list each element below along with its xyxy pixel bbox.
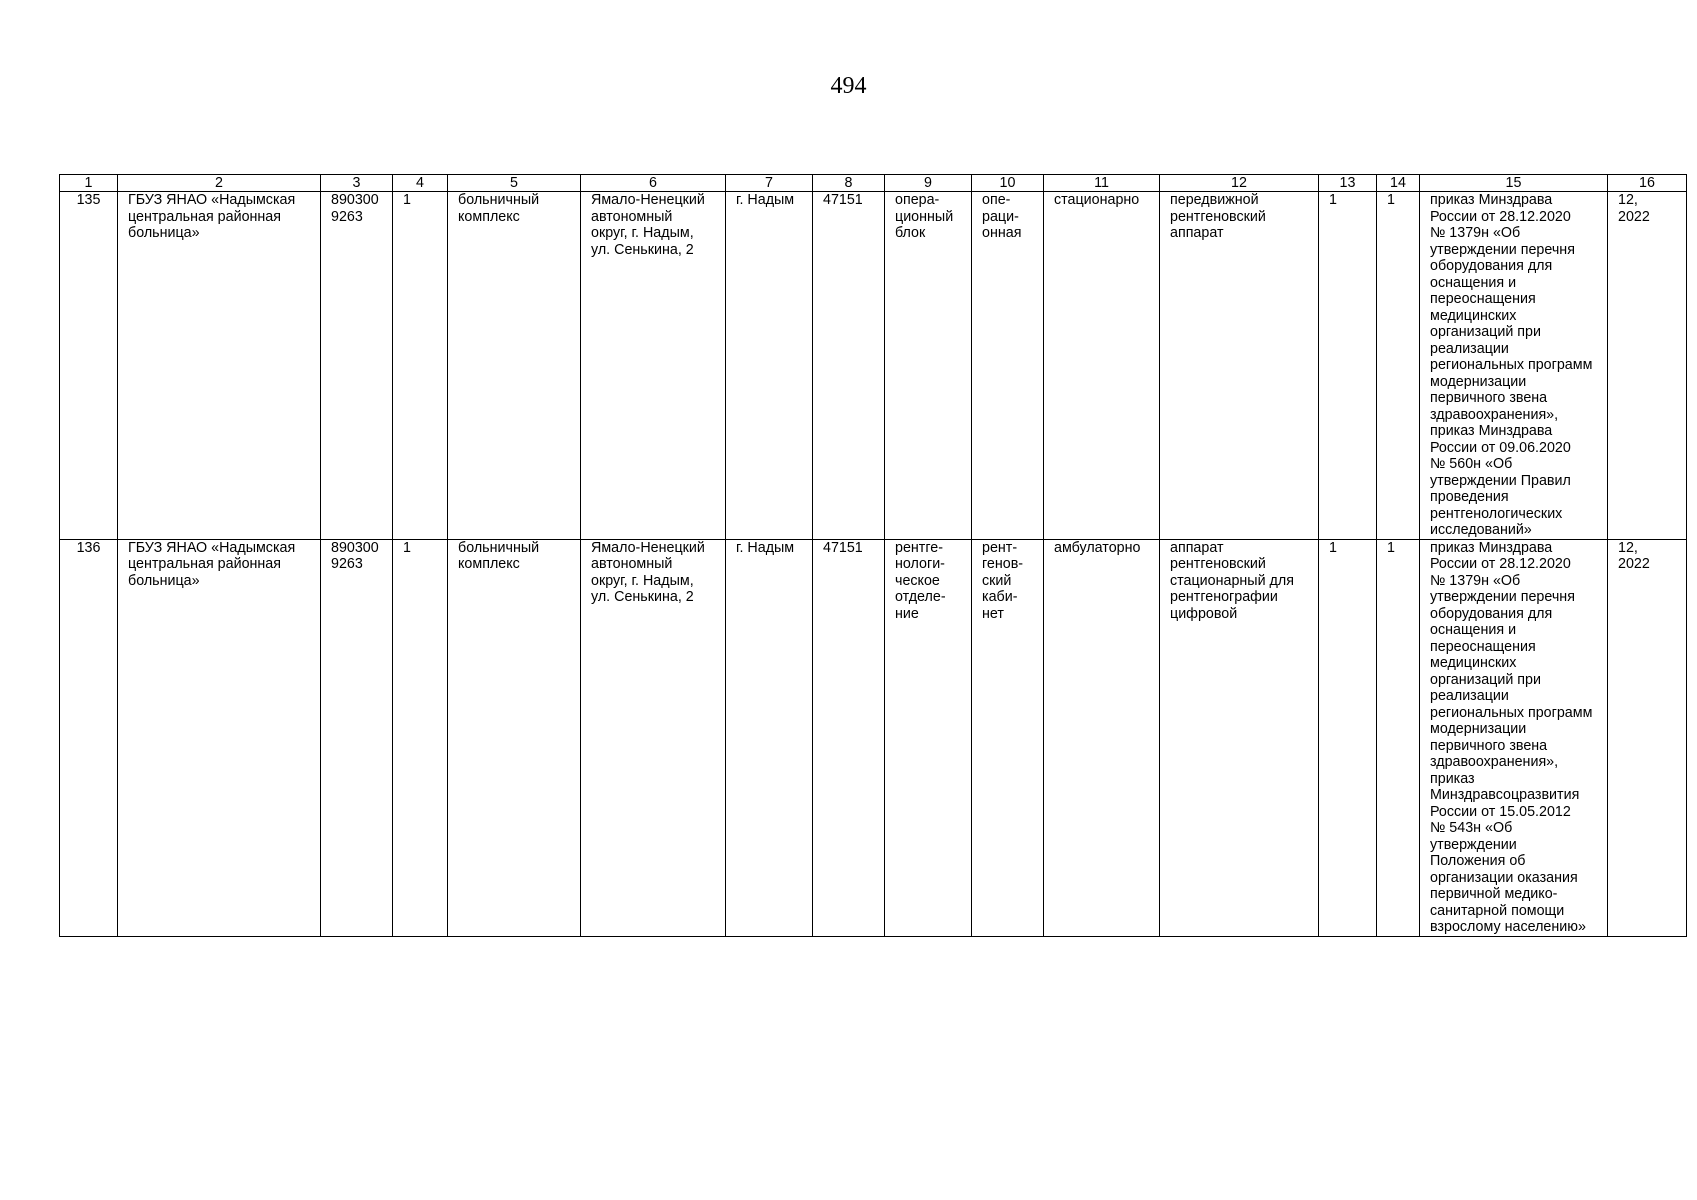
column-13-cell: 1 bbox=[1319, 539, 1377, 936]
column-header-2: 2 bbox=[118, 175, 321, 192]
column-header-12: 12 bbox=[1160, 175, 1319, 192]
equipment-cell: передвижной рентгеновский аппарат bbox=[1160, 192, 1319, 540]
city-cell: г. Надым bbox=[726, 192, 813, 540]
address-cell: Ямало-Ненецкий автономный округ, г. Надым, ул. Сенькина, 2 bbox=[581, 192, 726, 540]
period-cell: 12, 2022 bbox=[1608, 192, 1687, 540]
column-header-7: 7 bbox=[726, 175, 813, 192]
table-row bbox=[60, 539, 1687, 936]
column-header-6: 6 bbox=[581, 175, 726, 192]
column-header-11: 11 bbox=[1044, 175, 1160, 192]
code-cell: 47151 bbox=[813, 539, 885, 936]
column-header-10: 10 bbox=[972, 175, 1044, 192]
column-4-cell: 1 bbox=[393, 539, 448, 936]
code-cell: 47151 bbox=[813, 192, 885, 540]
equipment-table bbox=[59, 174, 1687, 937]
address-cell: Ямало-Ненецкий автономный округ, г. Надым, ул. Сенькина, 2 bbox=[581, 539, 726, 936]
column-header-8: 8 bbox=[813, 175, 885, 192]
row-number-cell: 135 bbox=[60, 192, 118, 540]
facility-type-cell: больничный комплекс bbox=[448, 192, 581, 540]
column-header-16: 16 bbox=[1608, 175, 1687, 192]
column-header-15: 15 bbox=[1420, 175, 1608, 192]
city-cell: г. Надым bbox=[726, 539, 813, 936]
column-header-3: 3 bbox=[321, 175, 393, 192]
mode-cell: стационарно bbox=[1044, 192, 1160, 540]
header-row bbox=[60, 175, 1687, 192]
table-row bbox=[60, 192, 1687, 540]
column-14-cell: 1 bbox=[1377, 192, 1420, 540]
organization-cell: ГБУЗ ЯНАО «Надымская центральная районная больница» bbox=[118, 192, 321, 540]
inn-cell: 890300 9263 bbox=[321, 192, 393, 540]
page-number: 494 bbox=[830, 73, 867, 99]
column-14-cell: 1 bbox=[1377, 539, 1420, 936]
room-cell: рент- генов- ский каби- нет bbox=[972, 539, 1044, 936]
unit-cell: рентге- нологи- ческое отделе- ние bbox=[885, 539, 972, 936]
column-header-4: 4 bbox=[393, 175, 448, 192]
basis-cell: приказ Минздрава России от 28.12.2020 № 1379н «Об утверждении перечня оборудования для оснащения и переоснащения медицинских организаций при реализации региональных программ модернизации первичного звена здравоохранения», приказ Минздравсоцразвития России от 15.05.2012 № 543н «Об утверждении Положения об организации оказания первичной медико- санитарной помощи взрослому населению» bbox=[1420, 539, 1608, 936]
facility-type-cell: больничный комплекс bbox=[448, 539, 581, 936]
column-header-14: 14 bbox=[1377, 175, 1420, 192]
column-4-cell: 1 bbox=[393, 192, 448, 540]
basis-cell: приказ Минздрава России от 28.12.2020 № 1379н «Об утверждении перечня оборудования для оснащения и переоснащения медицинских организаций при реализации региональных программ модернизации первичного звена здравоохранения», приказ Минздрава России от 09.06.2020 № 560н «Об утверждении Правил проведения рентгенологических исследований» bbox=[1420, 192, 1608, 540]
column-header-5: 5 bbox=[448, 175, 581, 192]
column-header-13: 13 bbox=[1319, 175, 1377, 192]
row-number-cell: 136 bbox=[60, 539, 118, 936]
column-header-1: 1 bbox=[60, 175, 118, 192]
unit-cell: опера- ционный блок bbox=[885, 192, 972, 540]
column-header-9: 9 bbox=[885, 175, 972, 192]
inn-cell: 890300 9263 bbox=[321, 539, 393, 936]
period-cell: 12, 2022 bbox=[1608, 539, 1687, 936]
room-cell: опе- раци- онная bbox=[972, 192, 1044, 540]
mode-cell: амбулаторно bbox=[1044, 539, 1160, 936]
equipment-cell: аппарат рентгеновский стационарный для рентгенографии цифровой bbox=[1160, 539, 1319, 936]
organization-cell: ГБУЗ ЯНАО «Надымская центральная районная больница» bbox=[118, 539, 321, 936]
column-13-cell: 1 bbox=[1319, 192, 1377, 540]
